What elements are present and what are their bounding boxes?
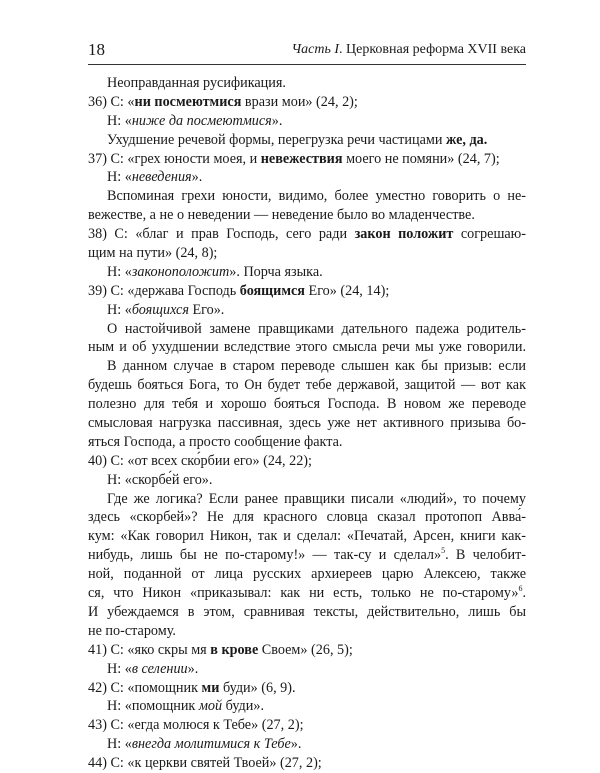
text-segment: Неоправданная русификация. [107,75,286,91]
text-segment: ». [187,660,199,677]
text-line [88,244,526,263]
text-line [88,168,526,187]
text-line [88,131,526,150]
text-line [88,187,526,206]
footnote-ref: 6 [518,584,523,594]
text-segment: 44) С: «к церкви святей Твоей» (27, 2); [88,755,322,772]
chapter-title: . Церковная реформа XVII века [339,42,526,57]
text-line [88,735,526,754]
text-line [88,452,526,471]
text-segment: врази мои» (24, 2); [241,93,358,110]
text-segment: ми [201,679,220,696]
text-segment: Вспоминая грехи юности, видимо, более уместно говорить о не- [107,188,526,205]
text-segment: неведения [131,169,192,186]
text-segment: Н: « [107,660,132,677]
text-segment: будешь бояться Бога, то Он будет тебе державой, защитой — вот как [88,377,526,394]
text-segment: щим на пути» (24, 8); [88,245,218,262]
running-title [292,42,527,58]
text-segment: же, да. [446,131,488,148]
text-line [88,527,526,546]
text-line [88,697,526,716]
text-line [88,716,526,735]
text-segment: в селении [131,660,188,677]
text-segment: О настойчивой замене правщиками дательного падежа родитель- [107,320,526,337]
text-segment: . В челобит- [445,547,526,564]
text-segment: Его». [188,301,225,318]
text-line [88,301,526,320]
text-segment: Н: «скорбе́й его». [107,471,213,488]
text-line [88,282,526,301]
text-segment: 41) С: «яко скры мя [88,641,211,658]
text-line [88,206,526,225]
footnote-ref: 5 [441,546,446,556]
text-segment: И убеждаемся в этом, сравнивая тексты, действительно, лишь бы [88,603,526,620]
text-line [88,150,526,169]
text-line [88,471,526,490]
text-segment: Его» (24, 14); [304,282,390,299]
text-segment: 40) С: «от всех ско́рбии его» (24, 22); [88,452,312,469]
text-segment: ным и об ухудшении вследствие этого смысла речи мы уже говорили. [88,339,526,356]
page-body [88,74,526,773]
text-segment: внегда молитимися к Тебе [131,736,291,753]
text-line [88,263,526,282]
text-line [88,660,526,679]
text-line [88,395,526,414]
text-segment: Ухудшение речевой формы, перегрузка речи частицами [107,131,446,148]
text-segment: мой [198,698,223,715]
text-line [88,603,526,622]
text-line [88,225,526,244]
text-segment: согрешаю- [453,226,526,243]
text-segment: здесь «скорбей»? Не для красного словца сказал протопоп Авва́- [88,509,526,526]
text-line [88,74,526,93]
text-segment: ». [290,736,302,753]
text-segment: 37) С: «грех юности моея, и [88,150,261,167]
text-segment: 36) С: « [88,93,135,110]
text-line [88,584,526,603]
text-line [88,338,526,357]
text-segment: буди». [222,698,265,715]
text-segment: . [522,585,526,602]
text-segment: кум: «Как говорил Никон, так и сделал: «Печатай, Арсен, книги как- [88,528,526,545]
text-segment: ». [191,169,203,186]
text-segment: Н: « [107,301,132,318]
text-segment: Н: « [107,112,132,129]
text-segment: законоположит [131,263,230,280]
text-segment: Н: « [107,169,132,186]
text-segment: в крове [210,641,259,658]
text-segment: 43) С: «егда молюся к Тебе» (27, 2); [88,717,304,734]
text-segment: яться Господа, а просто сообщение факта. [88,433,343,450]
text-line [88,508,526,527]
text-segment: ». Порча языка. [229,263,323,280]
text-line [88,754,526,773]
text-segment: ни посмеютмися [134,93,242,110]
text-segment: Где же логика? Если ранее правщики писали «людий», то почему [107,490,526,507]
text-segment: не по-старому. [88,622,176,639]
text-line [88,320,526,339]
text-line [88,641,526,660]
text-line [88,565,526,584]
text-segment: ной, поданной от лица русских архиереев царю Алексею, также [88,566,526,583]
text-line [88,622,526,641]
text-line [88,546,526,565]
part-label: Часть I [291,42,340,57]
text-segment: закон положит [354,226,454,243]
text-segment: моего не помяни» (24, 7); [342,150,500,167]
text-line [88,679,526,698]
text-segment: Н: «помощник [107,698,199,715]
text-line [88,414,526,433]
text-segment: Н: « [107,736,132,753]
text-segment: 38) С: «благ и прав Господь, сего ради [88,226,355,243]
text-segment: ниже да посмеютмися [131,112,272,129]
text-segment: вежестве, а не о неведении — неведение было во младенчестве. [88,207,475,224]
text-line [88,376,526,395]
running-header [88,40,526,65]
text-line [88,357,526,376]
text-segment: невежествия [260,150,343,167]
text-segment: боящихся [131,301,189,318]
text-segment: полезно для тебя и хорошо бояться Господа. В новом же переводе [88,396,526,413]
text-line [88,490,526,509]
text-segment: буди» (6, 9). [219,679,296,696]
text-segment: нибудь, лишь бы не по-старому!» — так-су и сделал» [88,547,442,564]
text-segment: 39) С: «держава Господь [88,282,240,299]
page-number: 18 [88,40,105,59]
text-segment: 42) С: «помощник [88,679,202,696]
text-segment: Своем» (26, 5); [258,641,353,658]
text-segment: ся, что Никон «приказывал: как ни есть, только не по-старому» [88,585,519,602]
text-line [88,433,526,452]
text-segment: В данном случае в старом переводе слышен как бы призыв: если [107,358,526,375]
text-line [88,112,526,131]
text-segment: боящимся [239,282,305,299]
text-segment: смысловая нагрузка пассивная, здесь уже нет активного призыва бо- [88,415,526,432]
text-segment: ». [271,112,283,129]
text-segment: Н: « [107,263,132,280]
text-line [88,93,526,112]
